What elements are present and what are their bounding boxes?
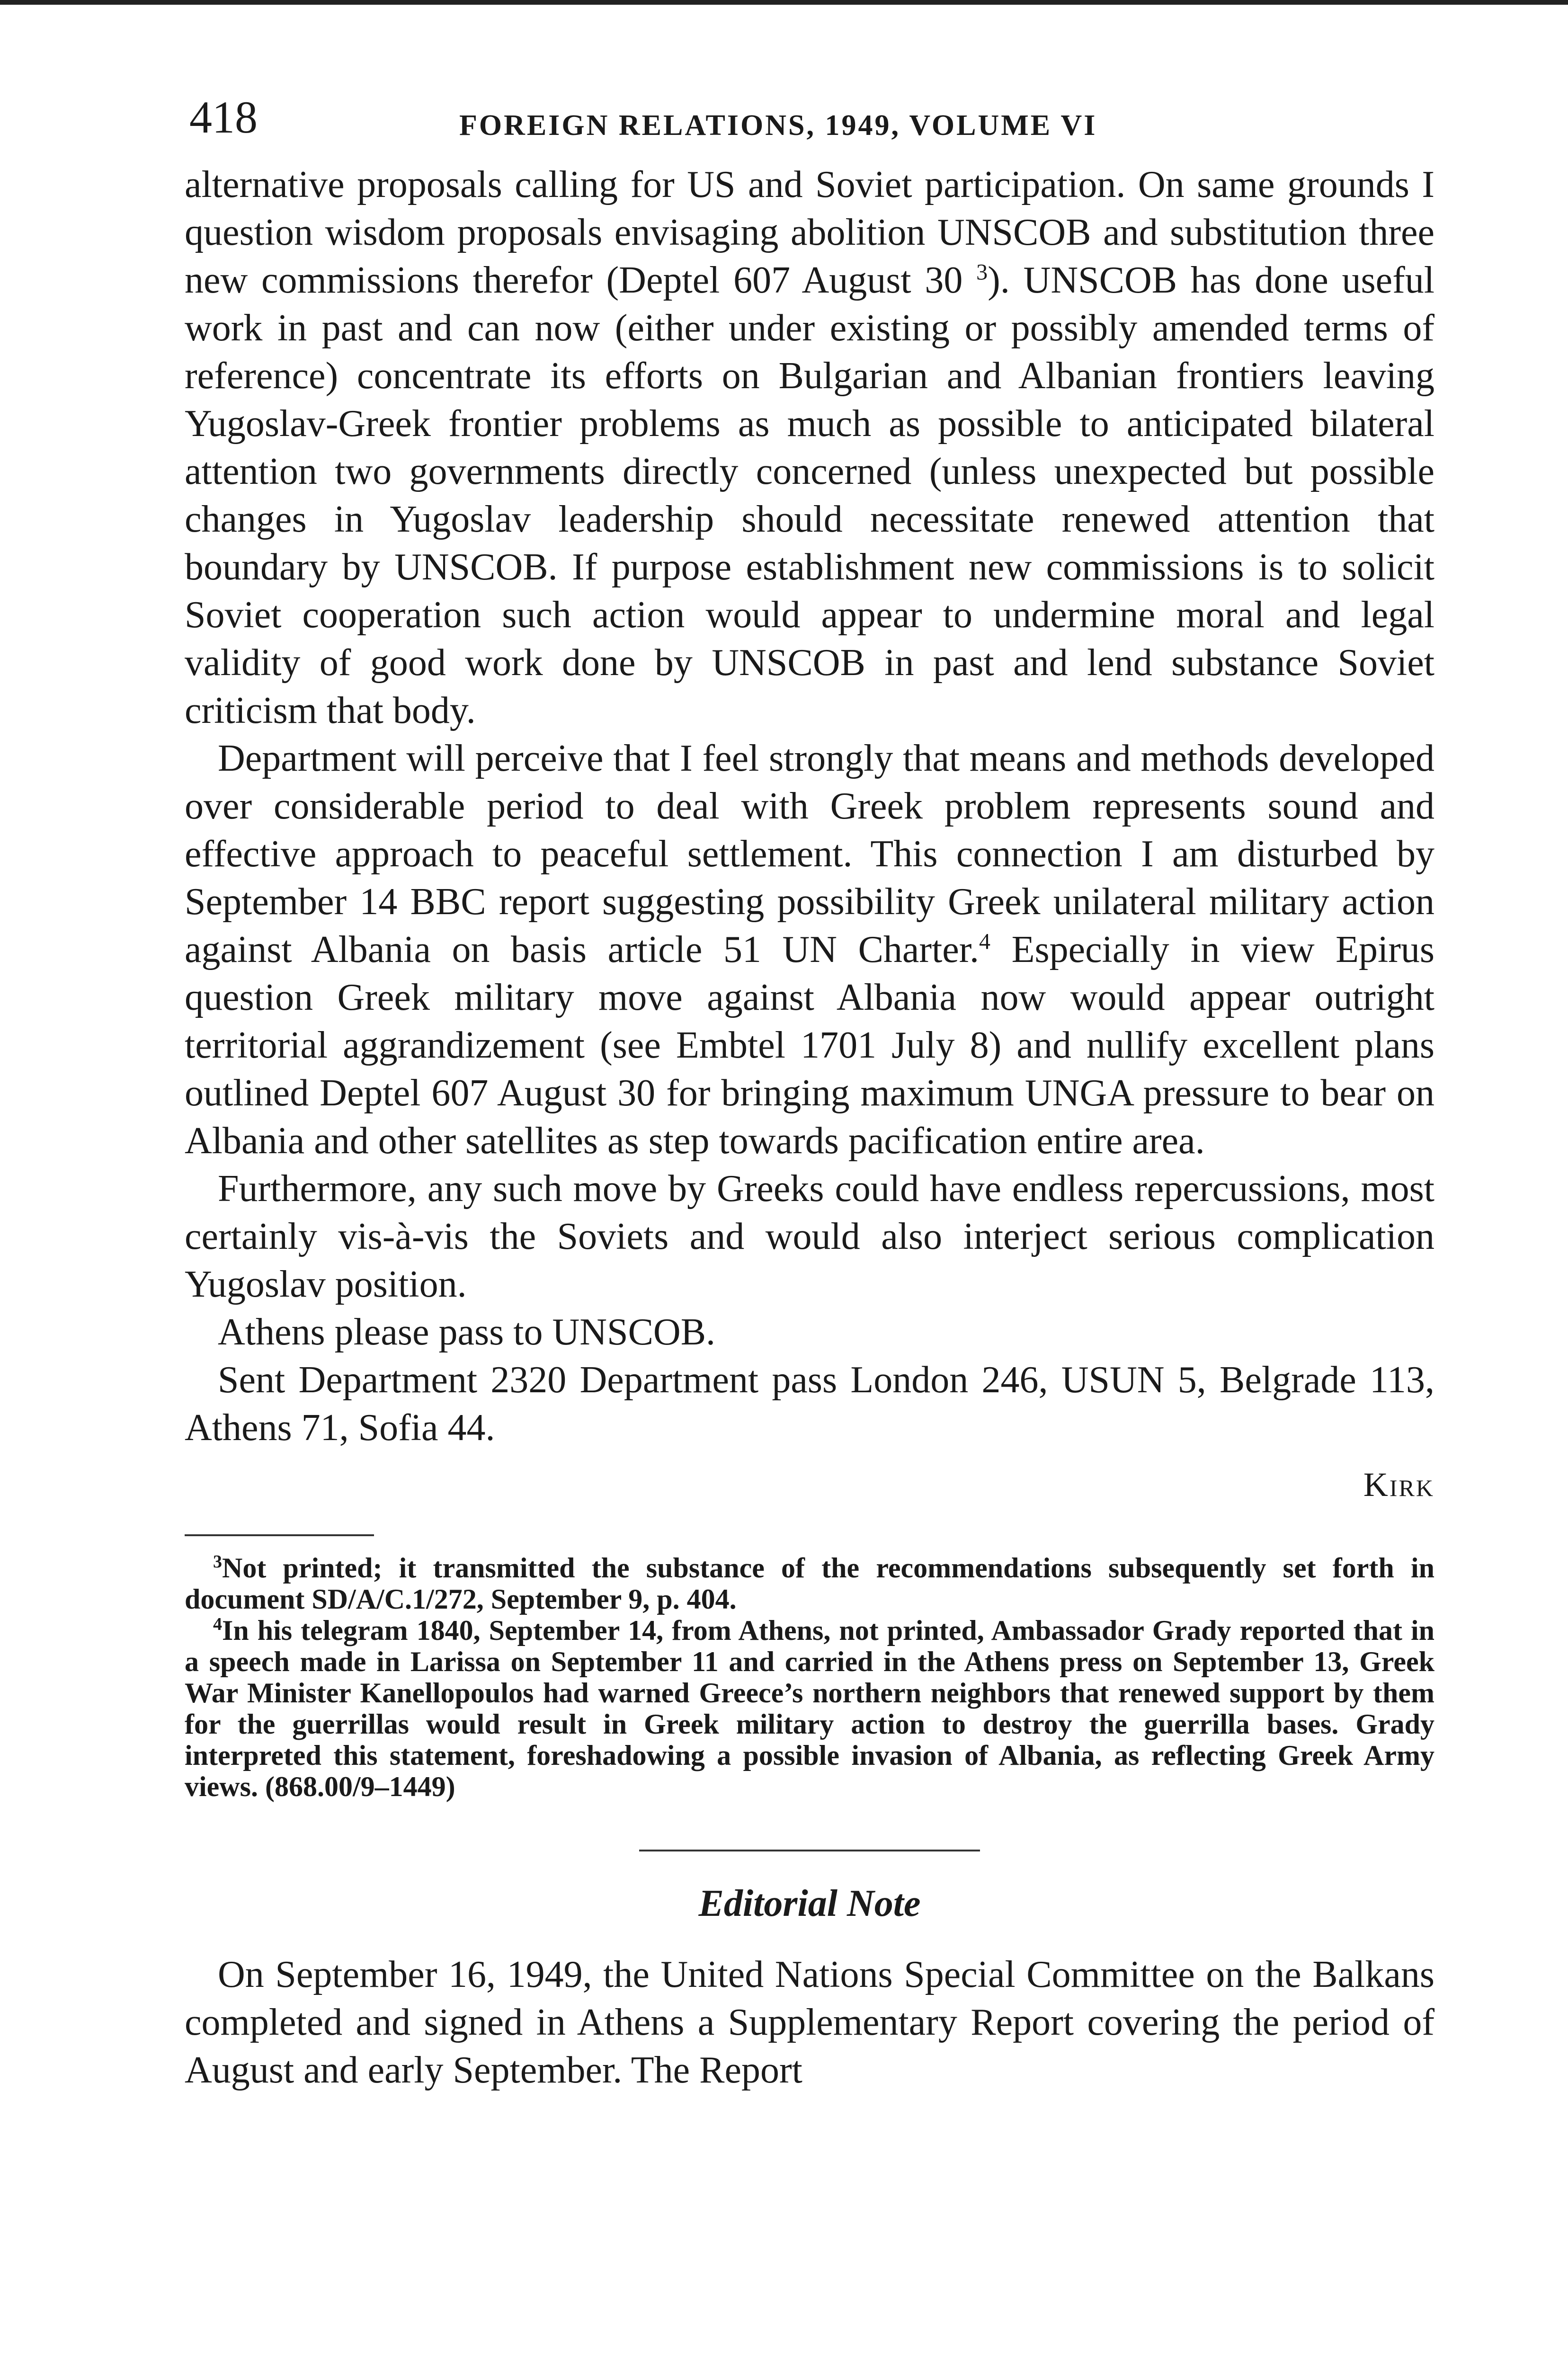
paragraph-2-text-b: Especially in view Epirus question Greek military move against Albania now would appear outright territorial aggrandizement (see Embtel 1701 July 8) and nullify excellent plans outlined Deptel 607 August 30 for bringing maximum UNGA pressure to bear on Albania and other satellites as step towards pacification entire area. <box>185 929 1434 1162</box>
editorial-paragraph: On September 16, 1949, the United Nations Special Committee on the Balkans completed and signed in Athens a Supplementary Report covering the period of August and early September. The Report <box>185 1954 1434 2091</box>
section-divider <box>639 1850 980 1851</box>
paragraph-4: Athens please pass to UNSCOB. <box>218 1311 716 1353</box>
running-head <box>185 92 1434 161</box>
footnote-4 <box>185 1615 1434 1802</box>
footnote-marker: 4 <box>213 1614 222 1634</box>
footnote-ref-4: 4 <box>979 929 991 954</box>
editorial-note-body <box>185 1951 1434 2094</box>
document-page <box>185 92 1435 2094</box>
running-title: FOREIGN RELATIONS, 1949, VOLUME VI <box>459 109 1097 142</box>
footnote-ref-3: 3 <box>976 259 988 285</box>
footnotes <box>185 1552 1434 1802</box>
paragraph-1 <box>185 161 1434 735</box>
footnote-marker: 3 <box>213 1552 222 1572</box>
telegram-body <box>185 161 1434 1511</box>
footnote-text: Not printed; it transmitted the substance of the recommendations subsequently set forth in document SD/A/C.1/272, September 9, p. 404. <box>185 1552 1434 1615</box>
paragraph-2-text-a: Department will perceive that I feel strongly that means and methods developed over considerable period to deal with Greek problem represents sound and effective approach to peaceful settlement. This connection I am disturbed by September 14 BBC report suggesting possibility Greek unilateral military action against Albania on basis article 51 UN Charter. <box>185 738 1434 970</box>
footnote-rule <box>185 1534 374 1536</box>
paragraph-2 <box>185 735 1434 1165</box>
paragraph-5: Sent Department 2320 Department pass London 246, USUN 5, Belgrade 113, Athens 71, Sofia 44. <box>185 1359 1434 1449</box>
paragraph-1-text-a: alternative proposals calling for US and Soviet participation. On same grounds I question wisdom proposals envisaging abolition UNSCOB and substitution three new commissions therefor (Deptel 607 August 30 <box>185 164 1434 301</box>
footnote-text: In his telegram 1840, September 14, from Athens, not printed, Ambassador Grady reported that in a speech made in Larissa on September 11 and carried in the Athens press on September 13, Greek War Minister Kanellopoulos had warned Greece’s northern neighbors that renewed support by them for the guerrillas would result in Greek military action to destroy the guerrilla bases. Grady interpreted this statement, foreshadowing a possible invasion of Albania, as reflecting Greek Army views. (868.00/9–1449) <box>185 1615 1434 1802</box>
footnote-3 <box>185 1552 1434 1615</box>
signature: Kirk <box>1363 1466 1434 1504</box>
paragraph-1-text-b: ). UNSCOB has done useful work in past and can now (either under existing or possibly amended terms of reference) concentrate its efforts on Bulgarian and Albanian frontiers leaving Yugoslav-Greek frontier problems as much as possible to anticipated bilateral attention two governments directly concerned (unless unexpected but possible changes in Yugoslav leadership should necessitate renewed attention that boundary by UNSCOB. If purpose establishment new commissions is to solicit Soviet cooperation such action would appear to undermine moral and legal validity of good work done by UNSCOB in past and lend substance Soviet criticism that body. <box>185 259 1435 731</box>
page-number: 418 <box>189 92 258 142</box>
editorial-note-heading: Editorial Note <box>698 1883 921 1924</box>
paragraph-3: Furthermore, any such move by Greeks could have endless repercussions, most certainly vis-à-vis the Soviets and would also interject serious complication Yugoslav position. <box>185 1168 1434 1305</box>
top-edge-rule <box>0 0 1568 5</box>
